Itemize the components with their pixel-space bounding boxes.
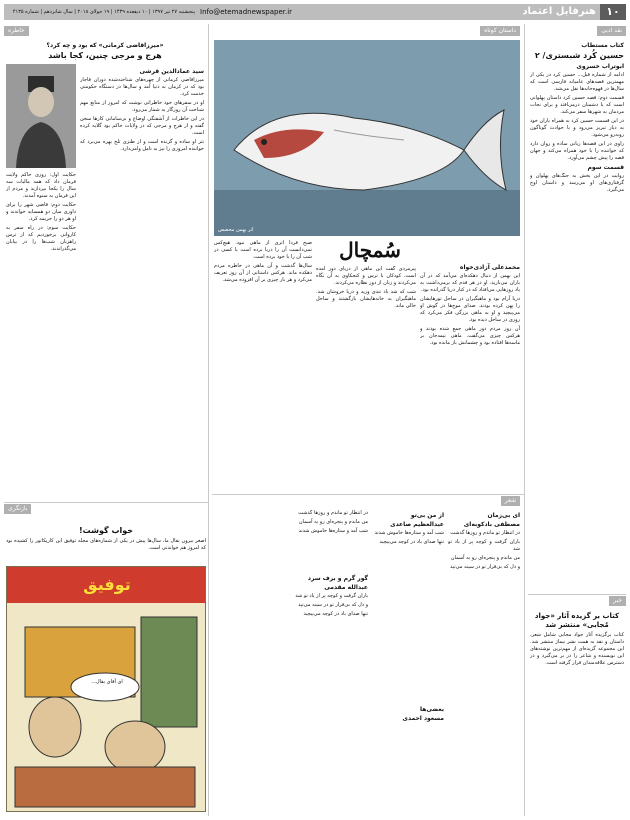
memoir-paragraph: حکایت دوم: قاضی شهر را برای داوری میان دو همسایه خواندند و او هر دو را جریمه کرد. [6,202,76,222]
memoir-author: سید عمادالدین قرشی [139,68,204,75]
poem-line: باران گرفت و کوچه پر از یاد تو شد [295,593,368,599]
article-paragraph: روایت در این بخش به جنگ‌های پهلوان و گرفتاری‌های او می‌رسد و داستان اوج می‌گیرد. [530,173,624,193]
poet-name: عبدالعظیم صاعدی [390,521,444,528]
memoir-paragraph: میرزاقاضی کرمانی از چهره‌های شناخته‌شده دوران قاجار بود که در کرمان به دنیا آمد و سال‌ها در دستگاه حکومتی خدمت کرد. [80,77,204,97]
news-item [530,610,624,814]
story-paragraph: صبح فردا اثری از ماهی نبود. هیچ‌کس نمی‌دانست آن را دریا برده است یا کسی در شب آن را با خود برده است. [214,240,312,260]
poem-line: در انتظار تو ماندم و روزها گذشت [298,510,368,516]
section-tag-memoir: خاطره [4,26,29,36]
story-illustration [214,40,520,236]
memoir-paragraph: در این خاطرات از آشفتگی اوضاع و بی‌سامانی کارها سخن گفته و از هرج و مرجی که در ولایات حاکم بود گلایه کرده است. [80,116,204,136]
memoir-kicker: «میرزاقاضی کرمانی» که بود و چه کرد؟ [46,42,164,49]
section-tag-poem: شعر [501,496,520,506]
story-author: محمدعلی آزادی‌خواه [459,264,520,271]
horizontal-divider [528,594,626,595]
story-column [316,266,416,490]
story-column [214,240,312,490]
critique-article [530,40,624,590]
fish-painting [214,40,520,236]
section-tag-review: بازنگری [4,504,31,514]
section-tag-news: خبر [609,596,626,606]
page-header [4,4,626,20]
portrait-photo [6,64,76,168]
image-credit: اثر بهمن محصص [218,227,254,233]
article-title: حسین کُرد شبستری/ ۲ [534,51,624,60]
story-column [420,262,520,490]
memoir-paragraph: نثر او ساده و گزنده است و از طنزی تلخ بهره می‌برد که خواننده امروزی را نیز به تامل وامی‌دارد. [80,139,204,152]
sub-kicker: قسمت سوم [587,164,624,171]
poem-block [372,510,444,814]
story-paragraph: شب که شد باد تندی وزید و دریا خروشان شد. ماهیگیران به خانه‌هایشان بازگشتند و ساحل خالی ماند. [316,289,416,309]
cartoon-caption: ای آقای بقال... [91,679,123,685]
poem-line: در انتظار تو ماندم و روزها گذشت [450,530,520,536]
poem-block [214,510,368,814]
memoir-column [6,172,76,496]
dateline: پنجشنبه ۲۷ تیر ۱۳۹۷ | ۱۰ ذیقعده ۱۴۳۹ | ۱۹ جولای ۲۰۱۸ | سال شانزدهم | شماره ۴۱۳۵ [12,9,195,15]
news-text: کتاب برگزیده آثار جواد مجابی شامل شعر، داستان و نقد به همت نشر نیماژ منتشر شد. این مجموعه گزیده‌ای از مهم‌ترین نوشته‌های این نویسنده و شاعر را در بر می‌گیرد و در دسترس علاقه‌مندان قرار گرفته است. [530,632,624,666]
article-author: ابوتراب خسروی [576,63,624,70]
poem-line: و دل که بی‌قرار تو در سینه می‌تپد [298,602,368,608]
article-paragraph: قسمت دوم: قصه حسین کرد داستان پهلوانی است که با دشمنان درمی‌افتد و برای نجات مردمان به شهرها سفر می‌کند. [530,95,624,115]
email-link[interactable]: Info@etemadnewspaper.ir [200,8,293,16]
poem-line: من ماندم و پنجره‌ای رو به آسمان [298,519,368,525]
poem-title: از من بی‌تو [410,512,444,519]
section-tag-critique: نقد ادبی [597,26,626,36]
poem-line: تنها صدای باد در کوچه می‌پیچید [379,539,444,545]
story-paragraph: آن روز مردم دور ماهی جمع شده بودند و هرکس چیزی می‌گفت. ماهی نیمه‌جان بر ماسه‌ها افتاده بود و چشمانش باز مانده بود. [420,326,520,346]
poem-title: بعضی‌ها [419,706,444,713]
story-paragraph: دریا آرام بود و ماهیگیران در ساحل تورهایشان را پهن کرده بودند. صدای موج‌ها در گوش او می‌پیچید و او به ماهی بزرگی فکر می‌کرد که روزی در ساحل دیده بود. [420,296,520,323]
poem-line: شب آمد و ستاره‌ها خاموش شدند [374,530,444,536]
section-tag-story: داستان کوتاه [480,26,520,36]
poet-name: مسعود احمدی [402,715,444,722]
poem-title: گور گرم و برف سرد [307,575,368,582]
story-paragraph: این بهمن از دنبال دهکده‌ای می‌آمد که در آن باران می‌بارید. او در هر قدم که برمی‌داشت به یاد روزهایی می‌افتاد که در کنار دریا گذرانده بود. [420,273,520,293]
cartoon-intro: اصغر بیرون بقال ما، سال‌ها پیش در یکی از شماره‌های مجله توفیق این کاریکاتور را کشیده بود که امروز هم خواندنی است. [6,538,206,551]
story-paragraph: سال‌ها گذشت و آن ماهی در خاطره مردم دهکده ماند. هرکس داستانی از آن روز تعریف می‌کرد و هر بار چیزی بر آن افزوده می‌شد. [214,263,312,283]
memoir-paragraph: حکایت سوم: در راه سفر به کاروانی برخوردیم که از ترس راهزنان شب‌ها را در بیابان می‌گذراندند. [6,225,76,252]
memoir-paragraph: حکایت اول: روزی حاکم ولایت فرمان داد که همه مالیات سه سال را یکجا بپردازند و مردم از این فرمان به ستوه آمدند. [6,172,76,199]
horizontal-divider [212,494,524,495]
page-title: هنرفابل اعتماد [522,6,596,17]
poem-line: تنها صدای باد در کوچه می‌پیچید [303,611,368,617]
poem-line: باران گرفت و کوچه پر از یاد تو شد [448,539,520,552]
poem-line: و دل که بی‌قرار تو در سینه می‌تپد [450,564,520,570]
poem-line: من ماندم و پنجره‌ای رو به آسمان [450,555,520,561]
story-paragraph: پیرمردی گفت این ماهی از دریای دور آمده است. کودکان با ترس و کنجکاوی به آن نگاه می‌کردند و زنان از دور نظاره می‌کردند. [316,266,416,286]
memoir-column [80,66,204,496]
article-kicker: کتاب مستطاب [581,42,624,49]
cartoon-illustration [6,566,206,812]
poem-line: شب آمد و ستاره‌ها خاموش شدند [298,528,368,534]
page-number: ۱۰ [600,4,626,20]
cartoon-drawing [6,567,205,812]
poem-title: ای بی‌زمان [487,512,520,519]
cartoon-headline: خواب گوشت! [79,526,133,535]
memoir-header [6,40,204,62]
author-portrait [6,64,76,168]
article-paragraph: راوی در این قصه‌ها زبانی ساده و روان دارد که خواننده را با خود همراه می‌کند و جهان قصه را پیش چشم می‌آورد. [530,141,624,161]
magazine-masthead: توفیق [83,575,131,594]
column-divider [524,24,525,816]
poet-name: عبدالله مقدمی [324,584,368,591]
memoir-title: هرج و مرجی چنین، کجا باشد [48,51,162,60]
article-paragraph: ادامه از شماره قبل... حسین کرد در یکی از مهمترین قصه‌های عامیانه فارسی است که سال‌ها در قهوه‌خانه‌ها نقل می‌شد. [530,72,624,92]
horizontal-divider [4,502,208,503]
column-divider [208,24,209,816]
story-headline: سُمچال [339,238,401,262]
article-paragraph: در این قسمت حسین کرد به همراه یاران خود به دیار تبریز می‌رود و با حوادث گوناگون روبه‌رو می‌شود. [530,118,624,138]
memoir-paragraph: او در سفرهای خود خاطراتی نوشت که امروز از منابع مهم شناخت آن روزگار به شمار می‌رود. [80,100,204,113]
poem-block [448,510,520,814]
news-title: کتاب بر گزیده آثار «جواد مُجابی» منتشر شد [534,612,620,629]
poet-name: مصطفی بادکوبه‌ای [463,521,520,528]
